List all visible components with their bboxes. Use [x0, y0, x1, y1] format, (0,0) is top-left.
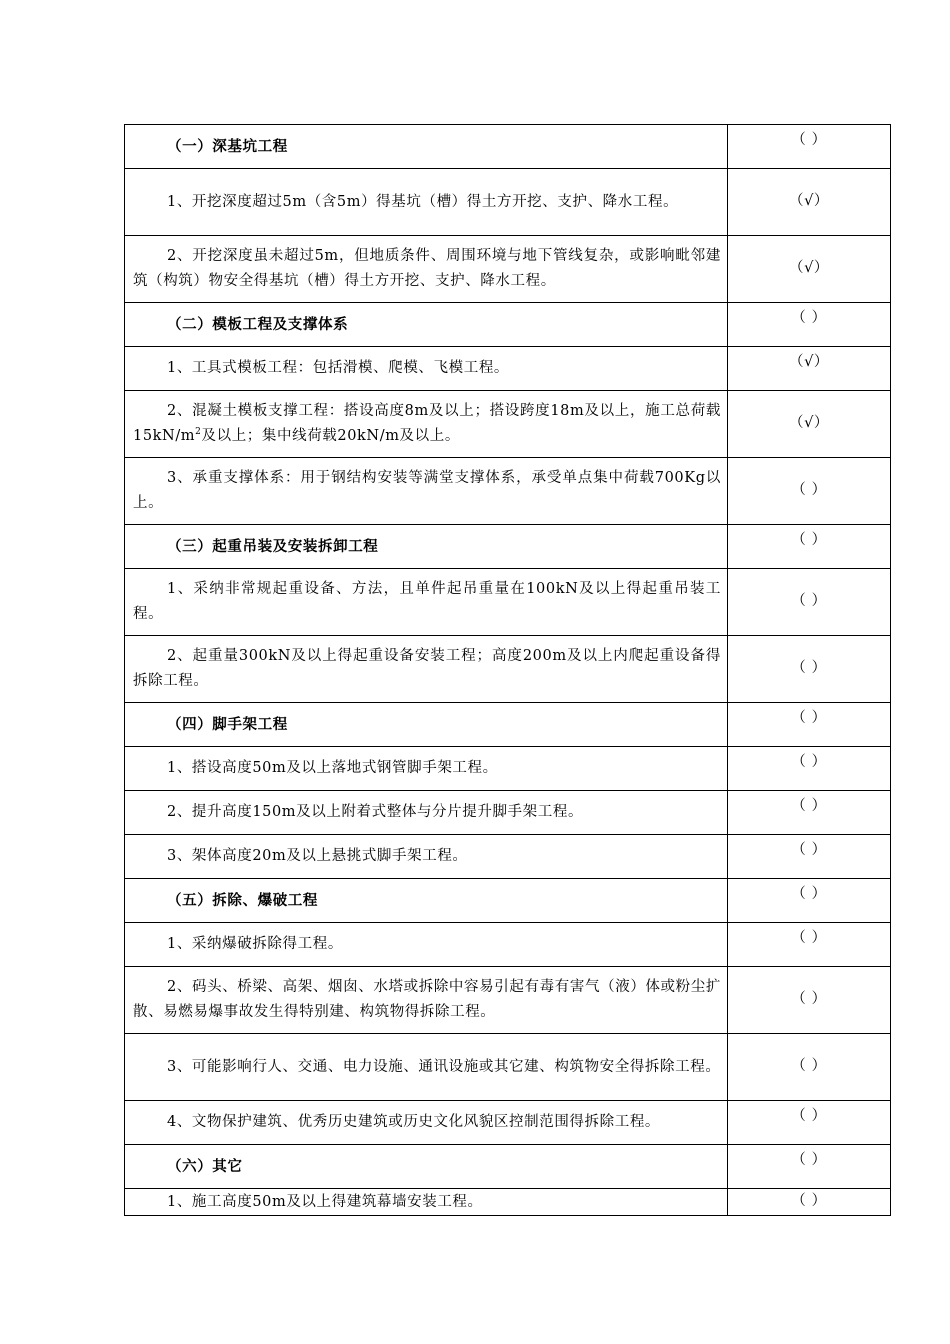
check-mark: （ ） — [728, 967, 891, 1034]
table-row — [125, 391, 891, 458]
table-row — [125, 967, 891, 1034]
check-mark: （ ） — [728, 747, 891, 791]
item-text-part-a: 2、混凝土模板支撑工程：搭设高度8m及以上；搭设跨度18m及以上，施工总荷载15kN/m — [133, 403, 721, 444]
item-text: 1、开挖深度超过5m（含5m）得基坑（槽）得土方开挖、支护、降水工程。 — [125, 169, 728, 236]
table-row — [125, 835, 891, 879]
item-text: 1、采纳非常规起重设备、方法，且单件起吊重量在100kN及以上得起重吊装工程。 — [125, 569, 728, 636]
section-title: （六）其它 — [125, 1145, 728, 1189]
table-row — [125, 169, 891, 236]
check-mark: （ ） — [728, 458, 891, 525]
check-mark: （ ） — [728, 1034, 891, 1101]
item-text: 4、文物保护建筑、优秀历史建筑或历史文化风貌区控制范围得拆除工程。 — [125, 1101, 728, 1145]
section-title: （一）深基坑工程 — [125, 125, 728, 169]
item-text: 2、起重量300kN及以上得起重设备安装工程；高度200m及以上内爬起重设备得拆除工程。 — [125, 636, 728, 703]
item-text — [125, 391, 728, 458]
check-mark: （ ） — [728, 835, 891, 879]
item-text: 3、承重支撑体系：用于钢结构安装等满堂支撑体系，承受单点集中荷载700Kg以上。 — [125, 458, 728, 525]
item-text: 2、开挖深度虽未超过5m，但地质条件、周围环境与地下管线复杂，或影响毗邻建筑（构筑）物安全得基坑（槽）得土方开挖、支护、降水工程。 — [125, 236, 728, 303]
check-mark: （ ） — [728, 923, 891, 967]
section-title: （三）起重吊装及安装拆卸工程 — [125, 525, 728, 569]
check-mark: （ ） — [728, 703, 891, 747]
table-row — [125, 125, 891, 169]
section-title: （五）拆除、爆破工程 — [125, 879, 728, 923]
check-mark: （ ） — [728, 791, 891, 835]
table-row — [125, 747, 891, 791]
table-row — [125, 303, 891, 347]
table-row — [125, 1189, 891, 1216]
item-text: 2、提升高度150m及以上附着式整体与分片提升脚手架工程。 — [125, 791, 728, 835]
table-row — [125, 1034, 891, 1101]
item-text: 1、施工高度50m及以上得建筑幕墙安装工程。 — [125, 1189, 728, 1216]
table-row — [125, 636, 891, 703]
table-row — [125, 703, 891, 747]
table-row — [125, 879, 891, 923]
check-mark: （√） — [728, 347, 891, 391]
check-mark: （ ） — [728, 303, 891, 347]
table-row — [125, 458, 891, 525]
item-text: 1、搭设高度50m及以上落地式钢管脚手架工程。 — [125, 747, 728, 791]
table-row — [125, 791, 891, 835]
check-mark: （√） — [728, 391, 891, 458]
section-title: （四）脚手架工程 — [125, 703, 728, 747]
section-title: （二）模板工程及支撑体系 — [125, 303, 728, 347]
table-row — [125, 923, 891, 967]
item-text: 3、可能影响行人、交通、电力设施、通讯设施或其它建、构筑物安全得拆除工程。 — [125, 1034, 728, 1101]
item-text-part-b: 及以上；集中线荷载20kN/m及以上。 — [201, 428, 460, 444]
check-mark: （√） — [728, 236, 891, 303]
check-mark: （ ） — [728, 125, 891, 169]
table-row — [125, 569, 891, 636]
check-mark: （ ） — [728, 879, 891, 923]
check-mark: （ ） — [728, 636, 891, 703]
table-row — [125, 1101, 891, 1145]
item-text: 1、采纳爆破拆除得工程。 — [125, 923, 728, 967]
table-row — [125, 236, 891, 303]
item-text: 3、架体高度20m及以上悬挑式脚手架工程。 — [125, 835, 728, 879]
check-mark: （ ） — [728, 1101, 891, 1145]
table-row — [125, 525, 891, 569]
check-mark: （ ） — [728, 1189, 891, 1216]
check-mark: （ ） — [728, 525, 891, 569]
item-text: 1、工具式模板工程：包括滑模、爬模、飞模工程。 — [125, 347, 728, 391]
check-mark: （ ） — [728, 569, 891, 636]
check-mark: （√） — [728, 169, 891, 236]
superscript: 2 — [195, 427, 202, 438]
item-text: 2、码头、桥梁、高架、烟囱、水塔或拆除中容易引起有毒有害气（液）体或粉尘扩散、易燃易爆事故发生得特别建、构筑物得拆除工程。 — [125, 967, 728, 1034]
table-row — [125, 1145, 891, 1189]
project-checklist-table — [124, 124, 891, 1216]
table-row — [125, 347, 891, 391]
check-mark: （ ） — [728, 1145, 891, 1189]
